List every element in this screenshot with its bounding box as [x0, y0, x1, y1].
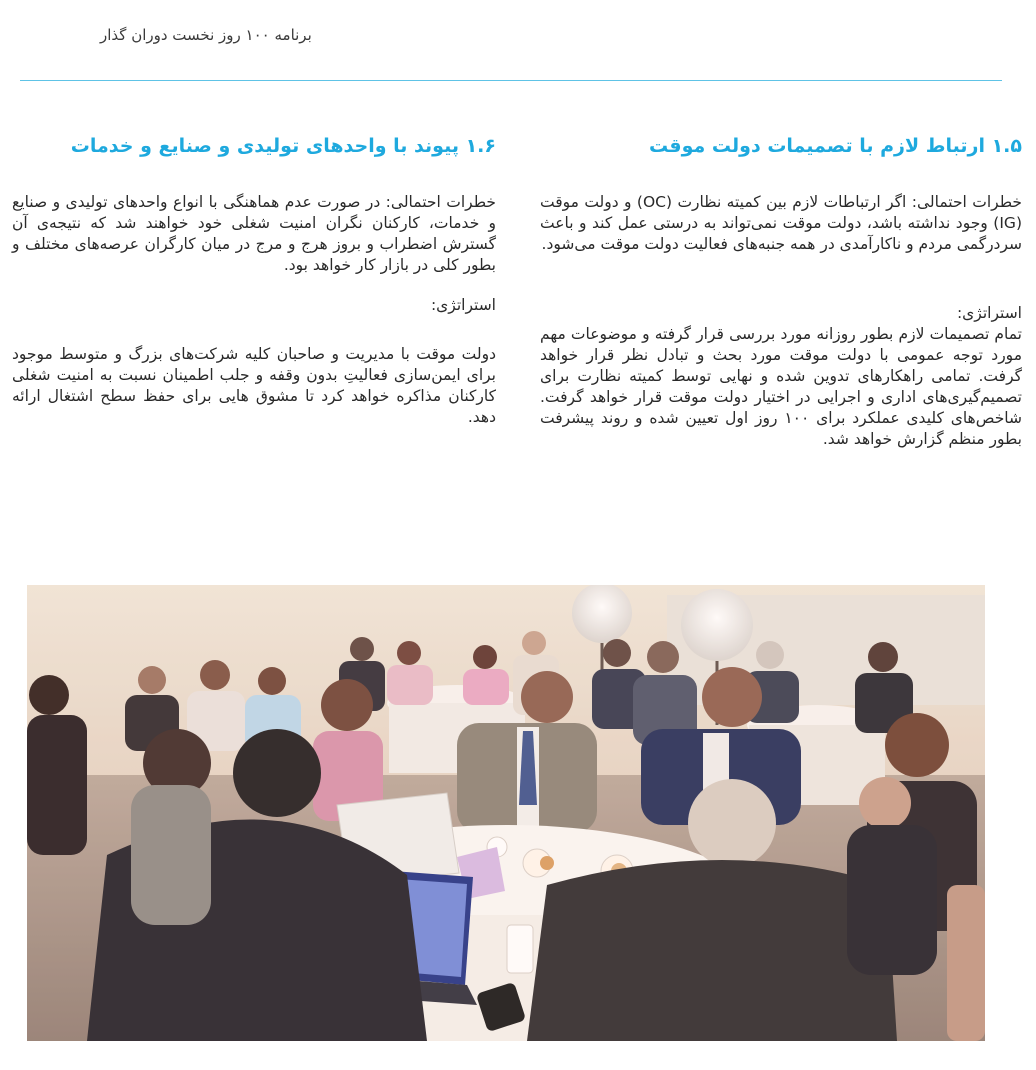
- section-title: ۱.۵ ارتباط لازم با تصمیمات دولت موقت: [649, 135, 1022, 157]
- strategy-label: استراتژی:: [956, 304, 1022, 322]
- section-title: ۱.۶ پیوند با واحدهای تولیدی و صنایع و خدمات: [70, 135, 496, 157]
- section-1-5: [540, 132, 1022, 450]
- header-divider: [20, 80, 1002, 81]
- meeting-photo: [27, 585, 985, 1041]
- risks-paragraph: خطرات احتمالی: اگر ارتباطات لازم بین کمیته نظارت (OC) و دولت موقت (IG) وجود نداشته باشد، دولت موقت نمی‌تواند به درستی عمل کند و باعث سردرگمی مردم و ناکارآمدی در همه جنبه‌های فعالیت دولت موقت می‌شود.: [540, 193, 1022, 253]
- risks-paragraph: خطرات احتمالی: در صورت عدم هماهنگی با انواع واحدهای تولیدی و صنایع و خدمات، کارکنان نگران امنیت شغلی خود خواهند شد که نتیجه‌ی آن گسترش اضطراب و بروز هرج و مرج در میان کارگران عرصه‌های مختلف و بطور کلی در بازار کار خواهد بود.: [12, 193, 496, 274]
- strategy-paragraph: تمام تصمیمات لازم بطور روزانه مورد بررسی قرار گرفته و موضوعات مهم مورد توجه عمومی با دولت موقت مورد بحث و تبادل نظر قرار خواهد گرفت. تمامی راهکارهای تدوین شده و نهایی توسط کمیته نظارت برای تصمیم‌گیری‌های اداری و اجرایی در اختیار دولت موقت قرار خواهد گرفت. شاخص‌های کلیدی عملکرد برای ۱۰۰ روز اول تعیین شده و روند پیشرفت بطور منظم گزارش خواهد شد.: [540, 325, 1023, 448]
- strategy-label: استراتژی:: [430, 296, 496, 314]
- section-1-6: [12, 132, 496, 428]
- strategy-paragraph: دولت موقت با مدیریت و صاحبان کلیه شرکت‌های بزرگ و متوسط موجود برای ایمن‌سازی فعالیتِ بدون وقفه و جلب اطمینان نسبت به امنیت شغلی کارکنان مذاکره خواهد کرد تا مشوق هایی برای حفظ سطح اشتغال ارائه دهد.: [12, 345, 496, 426]
- running-header: برنامه ۱۰۰ روز نخست دوران گذار: [100, 26, 312, 44]
